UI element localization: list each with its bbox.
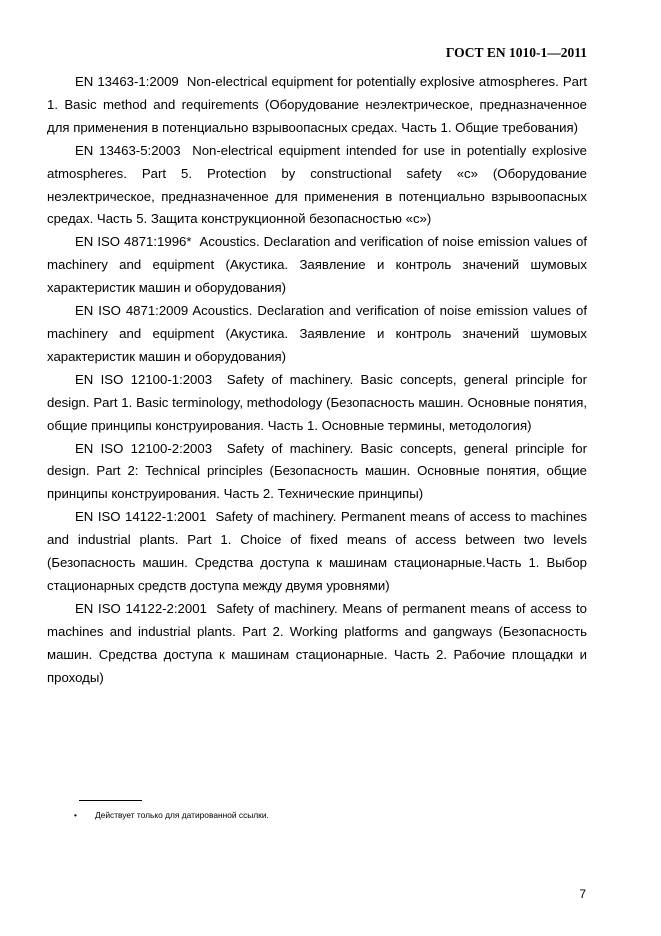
reference-item (47, 140, 587, 232)
reference-title: Acoustics. Declaration and verification of noise emission values of machinery and equipment (Акустика. Заявление и контроль значений шумовых характеристик машин и оборудования) (47, 234, 588, 296)
footnote (74, 810, 269, 820)
footnote-text: Действует только для датированной ссылки. (95, 810, 269, 820)
reference-code: EN ISO 12100-2:2003 (75, 440, 213, 456)
reference-title: Safety of machinery. Means of permanent means of access to machines and industrial plants. Part 2. Working platforms and gangways (Безопасность машин. Средства доступа к машинам стационарные. Часть 2. Рабочие площадки и проходы) (47, 600, 588, 685)
reference-item (47, 71, 587, 140)
reference-item (47, 300, 587, 369)
reference-item (47, 506, 587, 598)
reference-code: EN ISO 12100-1:2003 (75, 371, 213, 387)
page-number: 7 (579, 887, 586, 901)
reference-code: EN ISO 14122-1:2001 (75, 509, 207, 525)
reference-item (47, 231, 587, 300)
reference-title: Safety of machinery. Basic concepts, general principle for design. Part 2: Technical principles (Безопасность машин. Основные понятия, общие принципы конструирования. Часть 2. Технические принципы) (47, 440, 588, 502)
footnote-divider (79, 800, 142, 801)
reference-code: EN ISO 14122-2:2001 (75, 600, 207, 616)
footnote-marker: • (74, 810, 77, 820)
document-header: ГОСТ EN 1010-1—2011 (445, 45, 587, 60)
references-list (47, 71, 587, 689)
reference-title: Non-electrical equipment intended for use in potentially explosive atmospheres. Part 5. Protection by constructional safety «c» (Оборудование неэлектрическое, предназначенное для применения в потенциально взрывоопасных средах. Часть 5. Защита конструкционной безопасностью «c») (47, 142, 587, 227)
reference-code: EN 13463-5:2003 (75, 142, 181, 158)
reference-code: EN ISO 4871:2009 (75, 303, 189, 319)
reference-title: Safety of machinery. Permanent means of access to machines and industrial plants. Part 1. Choice of fixed means of access between two levels (Безопасность машин. Средства доступа к машинам стационарные.Часть 1. Выбор стационарных средств доступа между двумя уровнями) (47, 509, 587, 593)
reference-title: Non-electrical equipment for potentially explosive atmospheres. Part 1. Basic method and requirements (Оборудование неэлектрическое, предназначенное для применения в потенциально взрывоопасных средах. Часть 1. Общие требования) (47, 74, 587, 135)
reference-item (47, 598, 587, 690)
reference-code: EN ISO 4871:1996* (75, 234, 192, 250)
reference-item (47, 438, 587, 507)
reference-code: EN 13463-1:2009 (75, 74, 179, 89)
reference-title: Safety of machinery. Basic concepts, general principle for design. Part 1. Basic terminology, methodology (Безопасность машин. Основные понятия, общие принципы конструирования. Часть 1. Основные термины, методология) (47, 371, 588, 433)
reference-item (47, 369, 587, 438)
reference-title: Acoustics. Declaration and verification of noise emission values of machinery and equipment (Акустика. Заявление и контроль значений шумовых характеристик машин и оборудования) (47, 303, 588, 364)
